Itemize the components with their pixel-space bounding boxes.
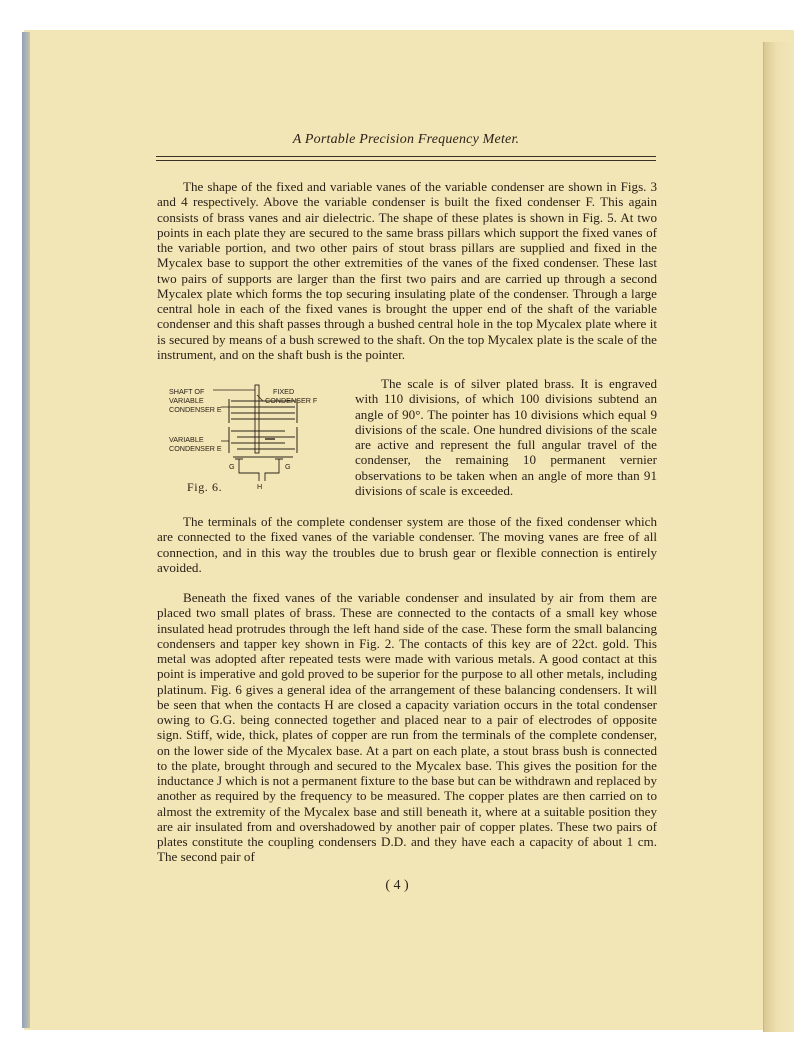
fig-label-shaft-2: VARIABLE: [169, 396, 204, 405]
body-text-bottom: [157, 514, 657, 865]
fig-label-fixed-1: FIXED: [273, 387, 295, 396]
fig-label-g-right: G: [285, 462, 291, 471]
fig-label-g-left: G: [229, 462, 235, 471]
header-rule-top: [156, 156, 656, 157]
body-text-beside-figure: [355, 376, 657, 498]
figure-caption: Fig. 6.: [187, 480, 223, 494]
paragraph: Beneath the fixed vanes of the variable condenser and insulated by air from them are placed two small plates of brass. These are connected to the contacts of a small key whose insulated head protrudes through the left hand side of the case. These form the small balancing condensers and tapper key shown in Fig. 2. The contacts of this key are of 22ct. gold. This metal was adopted after repeated tests were made with various metals. A good contact at this point is imperative and gold proved to be superior for the purpose to all other metals, including platinum. Fig. 6 gives a general idea of the arrangement of these balancing condensers. It will be seen that when the contacts H are closed a capacity variation occurs in the total condenser owing to G.G. being connected together and placed near to a pair of electrodes of opposite sign. Stiff, wide, thick, plates of copper are run from the terminals of the complete condenser, on the lower side of the Mycalex base. At a part on each plate, a stout brass bush is connected to the plate, brought through and secured to the Mycalex base. This gives the position for the inductance J which is not a permanent fixture to the base but can be withdrawn and replaced by another as required by the frequency to be measured. The copper plates are then carried on to almost the extremity of the Mycalex base and still beneath it, where at a suitable position they are air insulated from and overshadowed by another pair of copper plates. These two pairs of plates constitute the coupling condensers D.D. and they have each a capacity of about 1 cm. The second pair of: [157, 590, 657, 865]
fig-label-h: H: [257, 482, 263, 491]
paragraph: The shape of the fixed and variable vanes of the variable condenser are shown in Figs. 3 and 4 respectively. Above the variable condenser is built the fixed condenser F. This again consists of brass vanes and air dielectric. The shape of these plates is shown in Fig. 5. At two points in each plate they are secured to the same brass pillars which support the fixed vanes of the variable portion, and two other pairs of stout brass pillars are supplied and fixed in the Mycalex base to support the other extremities of the vanes of the fixed condenser. These last two pairs of supports are larger than the first two pairs and are carried up through a second Mycalex plate which forms the top securing insulating plate of the condenser. Through a large central hole in each of the fixed vanes is brought the upper end of the shaft of the variable condenser and this shaft passes through a bushed central hole in the top Mycalex plate where it is secured by means of a bush screwed to the shaft. On the top Mycalex plate is the scale of the instrument, and on the shaft bush is the pointer.: [157, 179, 657, 362]
page-number: ( 4 ): [385, 878, 409, 893]
running-title: A Portable Precision Frequency Meter.: [292, 132, 520, 147]
paragraph: The terminals of the complete condenser system are those of the fixed condenser which are connected to the fixed vanes of the variable condenser. The moving vanes are free of all connection, and in this way the troubles due to brush gear or flexible connection is entirely avoided.: [157, 514, 657, 575]
fig-label-variable-1: VARIABLE: [169, 435, 204, 444]
fig-label-fixed-2: CONDENSER F: [265, 396, 318, 405]
body-text-top: [157, 179, 657, 362]
header-rule-bottom: [156, 160, 656, 161]
paragraph: The scale is of silver plated brass. It is engraved with 110 divisions, of which 100 divisions subtend an angle of 90°. The pointer has 10 divisions which equal 9 divisions of the scale. One hundred divisions of the scale are active and represent the full angular travel of the condenser, the remaining 10 permanent vernier observations to be taken when an angle of more than 91 divisions of scale is exceeded.: [355, 376, 657, 498]
fig-label-shaft-3: CONDENSER E: [169, 405, 222, 414]
fig-label-shaft-1: SHAFT OF: [169, 387, 205, 396]
fig-label-variable-2: CONDENSER E: [169, 444, 222, 453]
